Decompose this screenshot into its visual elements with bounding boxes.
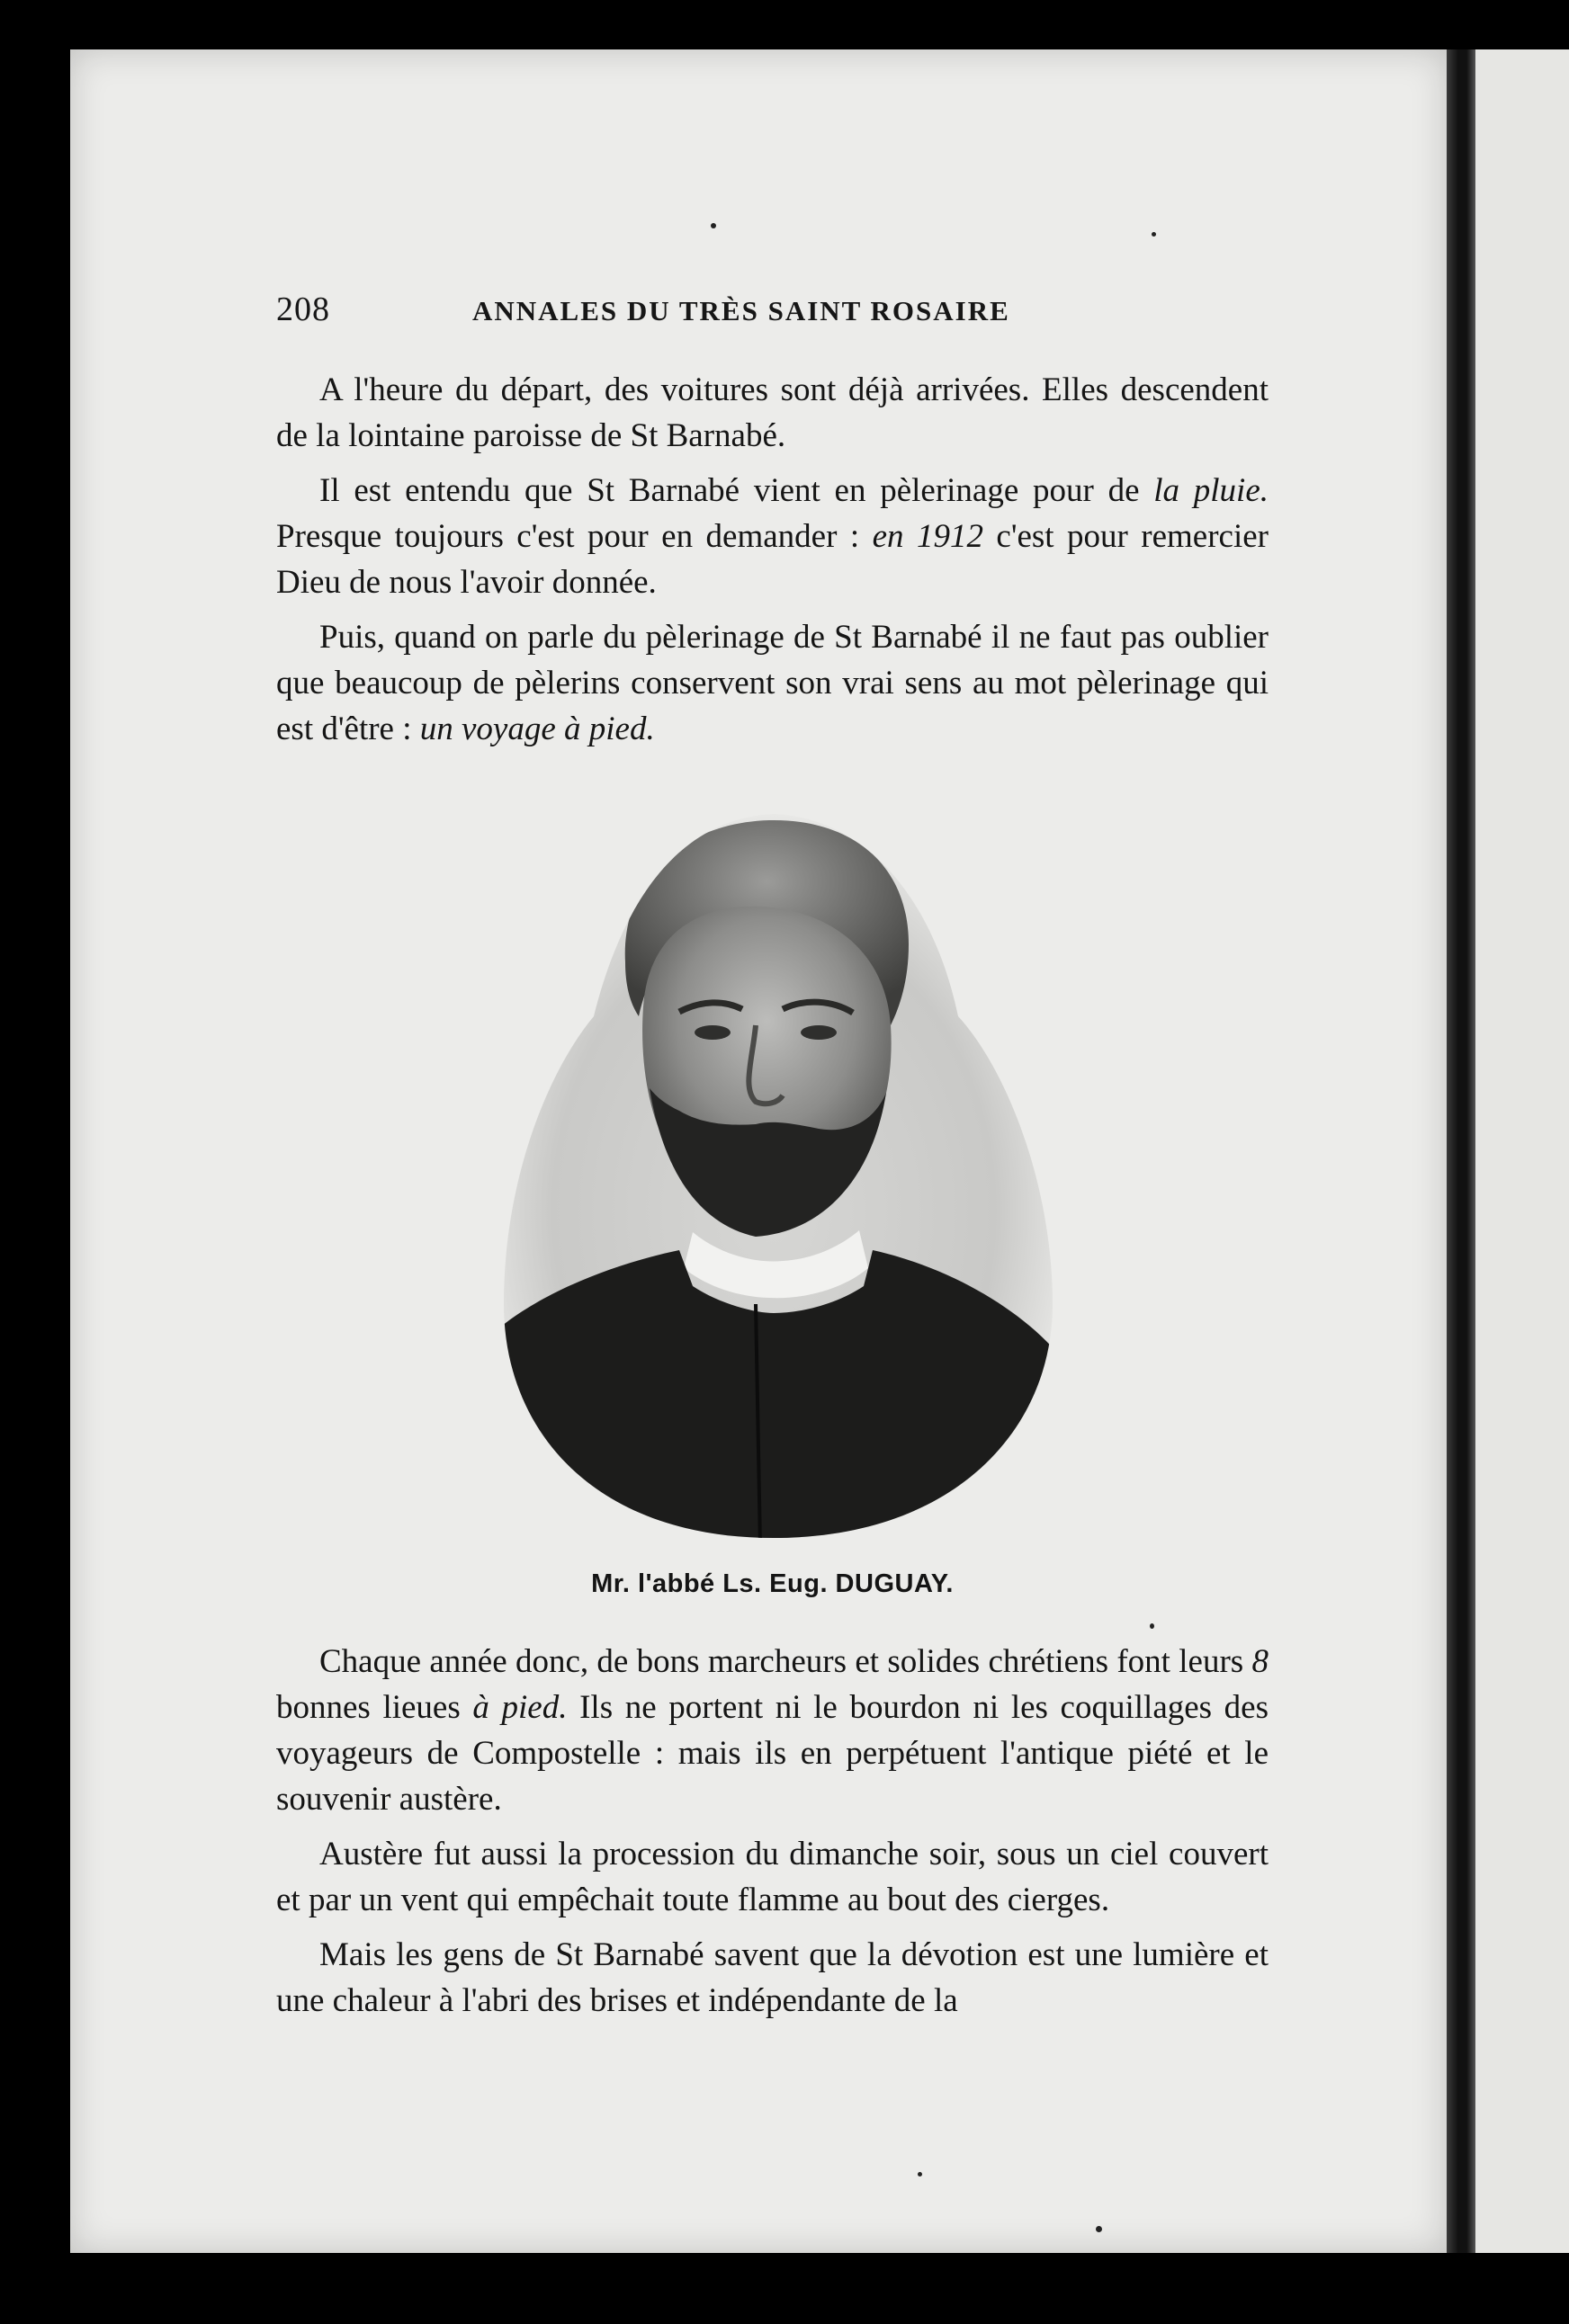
portrait-vignette xyxy=(486,800,1062,1547)
body-paragraph xyxy=(276,367,1269,459)
text-run: Chaque année donc, de bons marcheurs et solides chrétiens font leurs xyxy=(319,1643,1252,1680)
text-run: Mais les gens de St Barnabé savent que la dévotion est une lumière et une chaleur à l'abri des brises et indépendante de la xyxy=(276,1936,1269,2019)
scan-speck xyxy=(711,223,716,228)
text-run: Austère fut aussi la procession du dimanche soir, sous un ciel couvert et par un vent qui empêchait toute flamme au bout des cierges. xyxy=(276,1836,1269,1918)
body-paragraph xyxy=(276,1831,1269,1923)
page-number: 208 xyxy=(276,290,330,328)
italic-phrase: en 1912 xyxy=(872,518,983,555)
scan-speck xyxy=(918,2172,922,2177)
portrait-engraving xyxy=(486,800,1062,1547)
italic-phrase: la pluie. xyxy=(1153,472,1269,509)
italic-phrase: à pied. xyxy=(472,1689,568,1726)
body-paragraph xyxy=(276,614,1269,752)
text-run: Ils ne portent ni le bourdon ni les coquillages des voyageurs de Compostelle : mais ils en perpétuent l'antique piété et le souvenir austère. xyxy=(276,1689,1269,1818)
next-page-edge xyxy=(1475,49,1569,2253)
body-paragraph xyxy=(276,1932,1269,2024)
italic-phrase: un voyage à pied. xyxy=(419,711,655,747)
journal-title: ANNALES DU TRÈS SAINT ROSAIRE xyxy=(472,295,1010,326)
scan-speck xyxy=(1150,1623,1154,1629)
spine-shadow xyxy=(1447,49,1475,2253)
text-run: Presque toujours c'est pour en demander : xyxy=(276,518,873,555)
running-head xyxy=(276,290,1284,335)
text-run: Il est entendu que St Barnabé vient en pèlerinage pour de xyxy=(319,472,1154,509)
body-paragraph xyxy=(276,1639,1269,1822)
scan-speck xyxy=(1152,232,1156,237)
italic-phrase: 8 xyxy=(1251,1643,1269,1680)
text-run: c'est pour remercier Dieu de nous l'avoir donnée. xyxy=(276,518,1269,601)
scan-speck xyxy=(1096,2226,1102,2232)
text-run: bonnes lieues xyxy=(276,1689,473,1726)
text-run: Puis, quand on parle du pèlerinage de St Barnabé il ne faut pas oublier que beaucoup de pèlerins conservent son vrai sens au mot pèlerinage qui est d'être : xyxy=(276,619,1269,747)
text-run: A l'heure du départ, des voitures sont déjà arrivées. Elles descendent de la lointaine paroisse de St Barnabé. xyxy=(276,371,1269,454)
text-block-bottom xyxy=(276,1639,1269,2033)
portrait-caption: Mr. l'abbé Ls. Eug. DUGUAY. xyxy=(591,1569,954,1598)
body-paragraph xyxy=(276,468,1269,605)
text-block-top xyxy=(276,367,1269,761)
